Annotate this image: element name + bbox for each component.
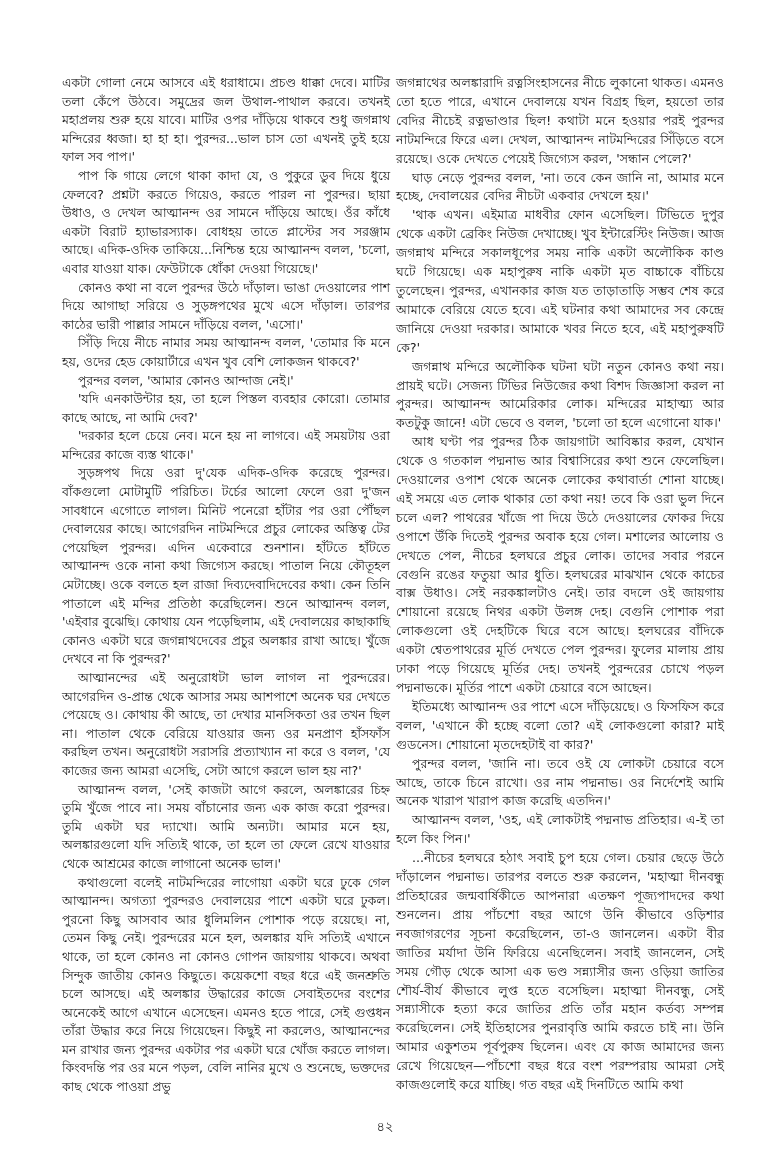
- paragraph: 'দরকার হলে চেয়ে নেব। মনে হয় না লাগবে। এই সময়টায় ওরা মন্দিরের কাজে ব্যস্ত থাকে।': [62, 428, 390, 462]
- paragraph: ঘাড় নেড়ে পুরন্দর বলল, 'না। তবে কেন জানি না, আমার মনে হচ্ছে, দেবালয়ের বেদির নীচটা একবার দেখলে হয়।': [396, 169, 724, 204]
- paragraph: 'থাক এখন। এইমাত্র মাধবীর ফোন এসেছিল। টিভিতে দুপুর থেকে একটা ব্রেকিং নিউজ দেখাচ্ছে। খুব ইন্টারেস্টিং নিউজ। আজ জগন্নাথ মন্দিরে সকালধূপের সময় নাকি একটা অলৌকিক কাণ্ড ঘটে গিয়েছে। এক মহাপুরুষ নাকি একটা মৃত বাচ্চাকে বাঁচিয়ে তুলেছেন। পুরন্দর, এখানকার কাজ যত তাড়াতাড়ি সম্ভব শেষ করে আমাকে বেরিয়ে যেতে হবে। এই ঘটনার কথা আমাদের সব কেন্দ্রে জানিয়ে দেওয়া দরকার। আমাকে খবর নিতে হবে, এই মহাপুরুষটি কে?': [396, 207, 724, 355]
- paragraph: 'যদি এনকাউন্টার হয়, তা হলে পিস্তল ব্যবহার কোরো। তোমার কাছে আছে, না আমি দেব?': [62, 391, 390, 425]
- paragraph: কোনও কথা না বলে পুরন্দর উঠে দাঁড়াল। ভাঙা দেওয়ালের পাশ দিয়ে আগাছা সরিয়ে ও সুড়ঙ্গপথের মুখে এসে দাঁড়াল। তারপর কাঠের ভারী পাল্লার সামনে দাঁড়িয়ে বলল, 'এসো।': [62, 279, 390, 332]
- right-text-column: [396, 74, 724, 1095]
- paragraph: আধ ঘণ্টা পর পুরন্দর ঠিক জায়গাটা আবিষ্কার করল, যেখান থেকে ও গতকাল পদ্মনাভ আর বিশ্বাসিরের কথা শুনে ফেলেছিল। দেওয়ালের ওপাশ থেকে অনেক লোকের কথাবার্তা শোনা যাচ্ছে। এই সময়ে এত লোক থাকার তো কথা নয়! তবে কি ওরা ভুল দিনে চলে এল? পাথরের খাঁজে পা দিয়ে উঠে দেওয়ালের ফোকর দিয়ে ওপাশে উঁকি দিতেই পুরন্দর অবাক হয়ে গেল। মশালের আলোয় ও দেখতে পেল, নীচের হলঘরে প্রচুর লোক। তাদের সবার পরনে বেগুনি রঙের ফতুয়া আর ধুতি। হলঘরের মাঝখান থেকে কাচের বাক্স উধাও। সেই নরকঙ্কালটাও নেই। তার বদলে ওই জায়গায় শোয়ানো রয়েছে নিথর একটা উলঙ্গ দেহ। বেগুনি পোশাক পরা লোকগুলো ওই দেহটিকে ঘিরে বসে আছে। হলঘরের বাঁদিকে একটা শ্বেতপাথরের মূর্তি দেখতে পেল পুরন্দর। ফুলের মালায় প্রায় ঢাকা পড়ে গিয়েছে মূর্তির দেহ। তখনই পুরন্দরের চোখে পড়ল পদ্মনাভকে। মূর্তির পাশে একটা চেয়ারে বসে আছেন।: [396, 434, 724, 695]
- paragraph: জগন্নাথের অলঙ্কারাদি রত্নসিংহাসনের নীচে লুকানো থাকত। এমনও তো হতে পারে, এখানে দেবালয়ে যখন বিগ্রহ ছিল, হয়তো তার বেদির নীচেই রত্নভাণ্ডার ছিল! কথাটা মনে হওয়ার পরই পুরন্দর নাটমন্দিরে ফিরে এল। দেখল, আত্মানন্দ নাটমন্দিরের সিঁড়িতে বসে রয়েছে। ওকে দেখতে পেয়েই জিগ্যেস করল, 'সন্ধান পেলে?': [396, 75, 724, 166]
- paragraph: পুরন্দর বলল, 'আমার কোনও আন্দাজ নেই।': [78, 372, 294, 388]
- paragraph: একটা গোলা নেমে আসবে এই ধরাধামে। প্রচণ্ড ধাক্কা দেবে। মাটির তলা কেঁপে উঠবে। সমুদ্রের জল উথাল-পাথাল করবে। তখনই মহাপ্রলয় শুরু হয়ে যাবে। মাটির ওপর দাঁড়িয়ে থাকবে শুধু জগন্নাথ মন্দিরের ধ্বজা। হা হা হা। পুরন্দর...ভাল চাস তো এখনই তুই হয়ে ফাল সব পাপ।': [62, 75, 390, 165]
- paragraph: আত্মানন্দ বলল, 'ওহ, এই লোকটাই পদ্মনাভ প্রতিহার। এ-ই তা হলে কিং পিন।': [396, 812, 724, 847]
- page-number: ৪২: [376, 1120, 394, 1135]
- paragraph: পাপ কি গায়ে লেগে থাকা কাদা যে, ও পুকুরে ডুব দিয়ে ধুয়ে ফেলবে? প্রশ্নটা করতে গিয়েও, করতে পারল না পুরন্দর। ছায়া উধাও, ও দেখল আত্মানন্দ ওর সামনে দাঁড়িয়ে আছে। ওঁর কাঁধে একটা বিরাট হ্যাভারস্যাক। বোধহয় তাতে প্লাস্টের সব সরঞ্জাম আছে। এদিক-ওদিক তাকিয়ে...নিশ্চিন্ত হয়ে আত্মানন্দ বলল, 'চলো, এবার যাওয়া যাক। ফেউটাকে ধোঁকা দেওয়া গিয়েছে।': [62, 167, 390, 276]
- paragraph: ...নীচের হলঘরে হঠাৎ সবাই চুপ হয়ে গেল। চেয়ার ছেড়ে উঠে দাঁড়ালেন পদ্মনাভ। তারপর বলতে শুরু করলেন, 'মহাত্মা দীনবন্ধু প্রতিহারের জন্মবার্ষিকীতে আপনারা এতক্ষণ পূজ্যপাদদের কথা শুনলেন। প্রায় পাঁচশো বছর আগে উনি কীভাবে ওড়িশার নবজাগরণের সূচনা করেছিলেন, তা-ও জানলেন। একটা বীর জাতির মর্যাদা উনি ফিরিয়ে এনেছিলেন। সবাই জানলেন, সেই সময় গৌড় থেকে আসা এক ভণ্ড সন্ন্যাসীর জন্য ওড়িয়া জাতির শৌর্য-বীর্য কীভাবে লুপ্ত হতে বসেছিল। মহাত্মা দীনবন্ধু, সেই সন্ন্যাসীকে হত্যা করে জাতির প্রতি তাঁর মহান কর্তব্য সম্পন্ন করেছিলেন। সেই ইতিহাসের পুনরাবৃত্তি আমি করতে চাই না। উনি আমার একুশতম পূর্বপুরুষ ছিলেন। এবং যে কাজ আমাদের জন্য রেখে গিয়েছেন—পাঁচশো বছর ধরে বংশ পরম্পরায় আমরা সেই কাজগুলোই করে যাচ্ছি। গত বছর এই দিনটিতে আমি কথা: [396, 850, 724, 1093]
- paragraph: জগন্নাথ মন্দিরে অলৌকিক ঘটনা ঘটা নতুন কোনও কথা নয়। প্রায়ই ঘটে। সেজন্য টিভির নিউজের কথা বিশদ জিজ্ঞাসা করল না পুরন্দর। আত্মানন্দ আমেরিকার লোক। মন্দিরের মাহাত্ম্য আর কতটুকু জানে! এটা ভেবে ও বলল, 'চলো তা হলে এগোনো যাক।': [396, 358, 724, 431]
- left-text-column: [62, 74, 390, 1097]
- paragraph: কথাগুলো বলেই নাটমন্দিরের লাগোয়া একটা ঘরে ঢুকে গেল আত্মানন্দ। অগত্যা পুরন্দরও দেবালয়ের পাশে একটা ঘরে ঢুকল। পুরনো কিছু আসবাব আর ধুলিমলিন পোশাক পড়ে রয়েছে। না, তেমন কিছু নেই। পুরন্দরের মনে হল, অলঙ্কার যদি সত্যিই এখানে থাকে, তা হলে কোনও না কোনও গোপন জায়গায় থাকবে। অথবা সিন্দুক জাতীয় কোনও কিছুতে। কয়েকশো বছর ধরে এই জনশ্রুতি চলে আসছে। এই অলঙ্কার উদ্ধারের কাজে সেবাইতদের বংশের অনেকেই আগে এখানে এসেছেন। এমনও হতে পারে, সেই গুপ্তধন তাঁরা উদ্ধার করে নিয়ে গিয়েছেন। কিছুই না করলেও, আত্মানন্দের মন রাখার জন্য পুরন্দর একটার পর একটা ঘরে খোঁজ করতে লাগল। কিংবদন্তি পর ওর মনে পড়ল, বেলি নানির মুখে ও শুনেছে, ভক্তদের কাছ থেকে পাওয়া প্রভু: [62, 874, 390, 1095]
- paragraph: সিঁড়ি দিয়ে নীচে নামার সময় আত্মানন্দ বলল, 'তোমার কি মনে হয়, ওদের হেড কোয়ার্টারে এখন খুব বেশি লোকজন থাকবে?': [62, 335, 390, 369]
- paragraph: আত্মানন্দের এই অনুরোধটা ভাল লাগল না পুরন্দরের। আগেরদিন ও-প্রান্ত থেকে আসার সময় আশপাশে অনেক ঘর দেখতে পেয়েছে ও। কোথায় কী আছে, তা দেখার মানসিকতা ওর তখন ছিল না। পাতাল থেকে বেরিয়ে যাওয়ার জন্য ওর মনপ্রাণ হাঁসফাঁস করছিল তখন। অনুরোধটা সরাসরি প্রত্যাখ্যান না করে ও বলল, 'যে কাজের জন্য আমরা এসেছি, সেটা আগে করলে ভাল হয় না?': [62, 670, 390, 778]
- paragraph: আত্মানন্দ বলল, 'সেই কাজটা আগে করলে, অলঙ্কারের চিহ্ন তুমি খুঁজে পাবে না। সময় বাঁচানোর জন্য এক কাজ করো পুরন্দর। তুমি একটা ঘর দ্যাখো। আমি অন্যটা। আমার মনে হয়, অলঙ্কারগুলো যদি সত্যিই থাকে, তা হলে তা ফেলে রেখে যাওয়ার থেকে আশ্রমের কাজে লাগানো অনেক ভাল।': [62, 781, 390, 871]
- paragraph: ইতিমধ্যে আত্মানন্দ ওর পাশে এসে দাঁড়িয়েছে। ও ফিসফিস করে বলল, 'এখানে কী হচ্ছে বলো তো? এই লোকগুলো কারা? মাই গুডনেস। শোয়ানো মৃতদেহটাই বা কার?': [396, 698, 724, 752]
- paragraph: পুরন্দর বলল, 'জানি না। তবে ওই যে লোকটা চেয়ারে বসে আছে, তাকে চিনে রাখো। ওর নাম পদ্মনাভ। ওর নির্দেশেই আমি অনেক খারাপ খারাপ কাজ করেছি এতদিন।': [396, 755, 724, 809]
- paragraph: সুড়ঙ্গপথ দিয়ে ওরা দু'যেক এদিক-ওদিক করেছে পুরন্দর। বাঁকগুলো মোটামুটি পরিচিত। টর্চের আলো ফেলে ওরা দু'জন সাবধানে এগোতে লাগল। মিনিট পনেরো হাঁটার পর ওরা পৌঁছল দেবালয়ের কাছে। আগেরদিন নাটমন্দিরে প্রচুর লোকের অস্তিত্ব টের পেয়েছিল পুরন্দর। এদিন একেবারে শুনশান। হাঁটতে হাঁটতে আত্মানন্দ ওকে নানা কথা জিগ্যেস করছে। পাতাল নিয়ে কৌতূহল মেটাচ্ছে। ওকে বলতে হল রাজা দিব্যদেবাদিদেবের কথা। কেন তিনি পাতালে এই মন্দির প্রতিষ্ঠা করেছিলেন। শুনে আত্মানন্দ বলল, 'এইবার বুঝেছি। কোথায় যেন পড়েছিলাম, এই দেবালয়ের কাছাকাছি কোনও একটা ঘরে জগন্নাথদেবের প্রচুর অলঙ্কার রাখা আছে। খুঁজে দেখবে না কি পুরন্দর?': [62, 465, 390, 667]
